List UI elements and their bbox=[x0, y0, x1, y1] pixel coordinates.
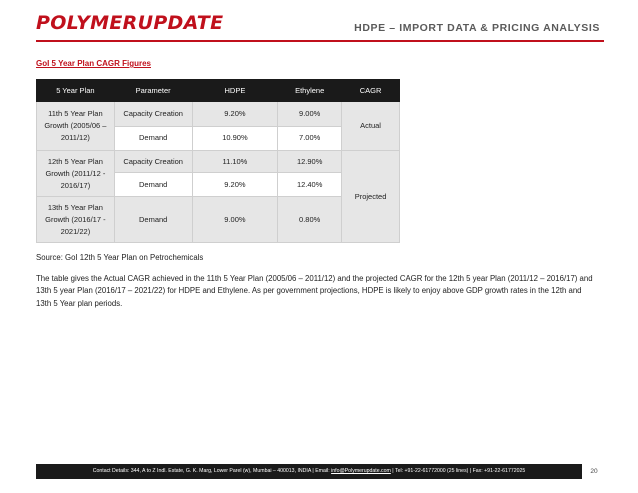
plan-line: 2021/22) bbox=[60, 226, 91, 236]
cagr-table bbox=[36, 79, 400, 243]
plan-line: 11th 5 Year Plan bbox=[48, 109, 103, 118]
parameter-cell: Demand bbox=[114, 126, 192, 151]
column-header-hdpe: HDPE bbox=[192, 80, 278, 102]
parameter-cell: Capacity Creation bbox=[114, 151, 192, 173]
hdpe-cell: 11.10% bbox=[192, 151, 278, 173]
footer-bar bbox=[36, 464, 582, 479]
cagr-cell: Projected bbox=[342, 151, 400, 243]
parameter-cell: Demand bbox=[114, 197, 192, 243]
plan-line: 13th 5 Year Plan bbox=[47, 202, 103, 212]
parameter-cell: Demand bbox=[114, 173, 192, 197]
column-header-cagr: CAGR bbox=[342, 80, 400, 102]
table-row bbox=[37, 102, 400, 127]
ethylene-cell: 7.00% bbox=[278, 126, 342, 151]
hdpe-cell: 9.00% bbox=[192, 197, 278, 243]
document-title: HDPE – IMPORT DATA & PRICING ANALYSIS bbox=[354, 22, 600, 34]
footer-contact-prefix: Contact Details: 344, A to Z Indl. Estate, G. K. Marg, Lower Parel (w), Mumbai – 400013, INDIA | Email: bbox=[92, 468, 332, 474]
page-number: 20 bbox=[590, 468, 598, 475]
hdpe-cell: 9.20% bbox=[192, 173, 278, 197]
plan-line: Growth (2011/12 - bbox=[45, 168, 106, 178]
footer-email-link[interactable]: info@Polymerupdate.com bbox=[331, 468, 391, 474]
table-header-row bbox=[37, 80, 400, 102]
column-header-ethylene: Ethylene bbox=[278, 80, 342, 102]
plan-line: 2016/17) bbox=[60, 180, 91, 190]
table-row bbox=[37, 151, 400, 173]
plan-line: 2011/12) bbox=[60, 133, 90, 142]
brand-logo: POLYMERUPDATE bbox=[36, 12, 224, 34]
body-paragraph: The table gives the Actual CAGR achieved in the 11th 5 Year Plan (2005/06 – 2011/12) and the projected CAGR for the 12th 5 year Plan (2011/12 – 2016/17) and 13th 5 year Plan (2016/17 – 2021/22) for HDPE and Ethylene. As per government projections, HDPE is likely to enjoy above GDP growth rates in the 12th and 13th 5 Year plan periods. bbox=[36, 274, 593, 308]
ethylene-cell: 0.80% bbox=[278, 197, 342, 243]
hdpe-cell: 9.20% bbox=[192, 102, 278, 127]
plan-line: Growth (2016/17 - bbox=[45, 214, 106, 224]
ethylene-cell: 12.40% bbox=[278, 173, 342, 197]
hdpe-cell: 10.90% bbox=[192, 126, 278, 151]
column-header-plan: 5 Year Plan bbox=[37, 80, 115, 102]
ethylene-cell: 12.90% bbox=[278, 151, 342, 173]
source-note: Source: GoI 12th 5 Year Plan on Petrochemicals bbox=[36, 253, 204, 262]
ethylene-cell: 9.00% bbox=[278, 102, 342, 127]
plan-line: 12th 5 Year Plan bbox=[47, 156, 103, 166]
footer-contact-suffix: | Tel: +91-22-61772000 (25 lines) | Fax: +91-22-61772025 bbox=[390, 468, 526, 474]
page-header bbox=[36, 8, 602, 38]
plan-cell bbox=[37, 151, 115, 197]
section-title: GoI 5 Year Plan CAGR Figures bbox=[36, 59, 151, 68]
plan-line: Growth (2005/06 – bbox=[44, 121, 107, 130]
parameter-cell: Capacity Creation bbox=[114, 102, 192, 127]
column-header-parameter: Parameter bbox=[114, 80, 192, 102]
plan-cell bbox=[37, 197, 115, 243]
cagr-cell: Actual bbox=[342, 102, 400, 151]
header-divider bbox=[36, 40, 604, 42]
plan-cell bbox=[37, 102, 115, 151]
